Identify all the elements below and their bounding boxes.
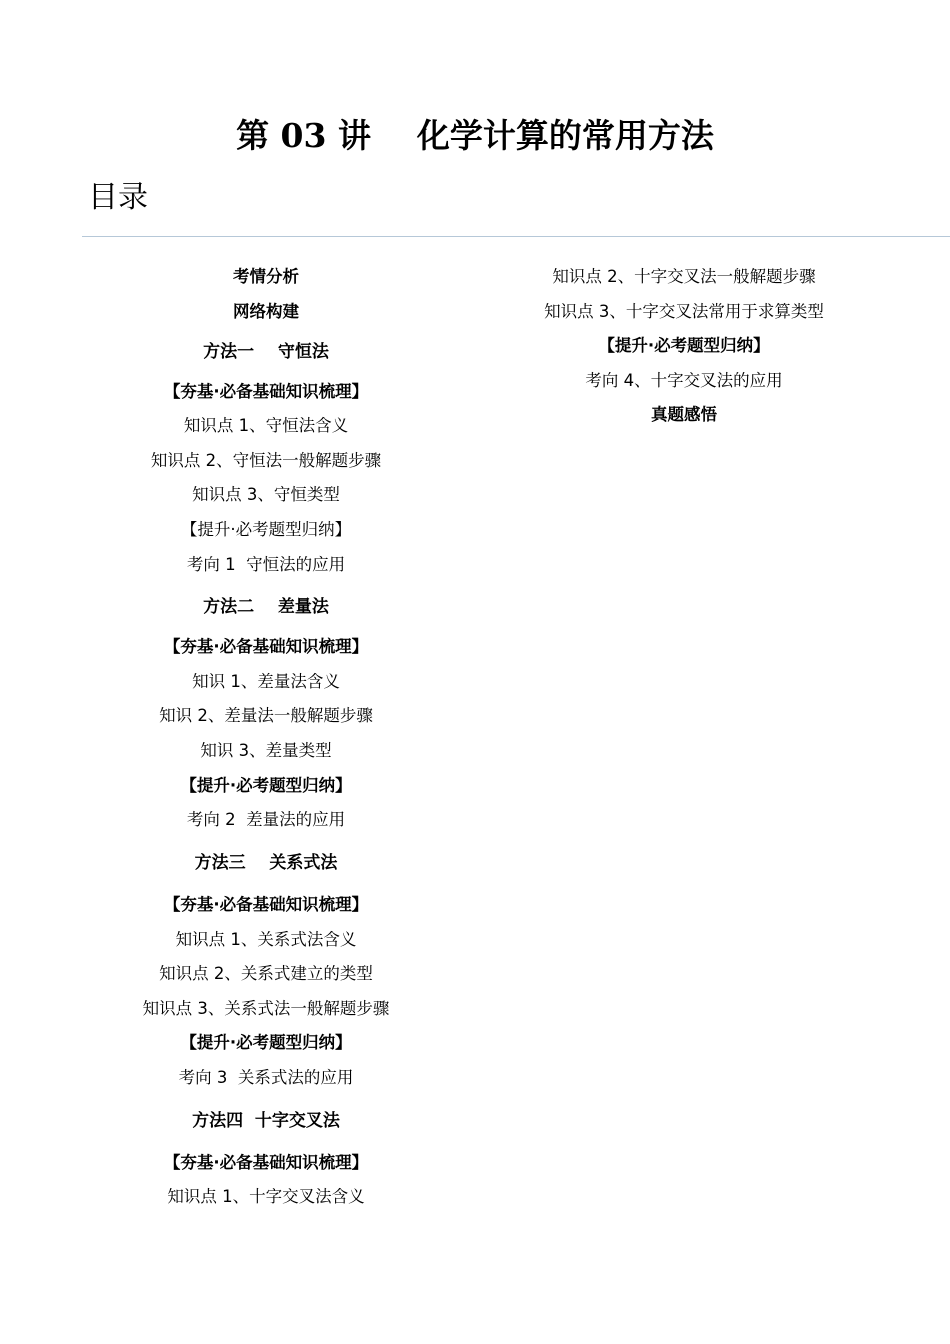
toc-entry[interactable]: 知识 3、差量类型 bbox=[200, 741, 332, 760]
toc-entry-method[interactable]: 方法一 守恒法 bbox=[203, 342, 329, 362]
toc-entry-method[interactable]: 方法三 关系式法 bbox=[194, 853, 338, 873]
toc-entry[interactable]: 考情分析 bbox=[233, 267, 299, 286]
toc-entry[interactable]: 考向 1 守恒法的应用 bbox=[186, 555, 346, 574]
toc-entry[interactable]: 知识 1、差量法含义 bbox=[192, 672, 340, 691]
toc-entry[interactable]: 考向 3 关系式法的应用 bbox=[178, 1068, 354, 1087]
toc-entry[interactable]: 知识点 3、关系式法一般解题步骤 bbox=[142, 999, 390, 1018]
toc-entry[interactable]: 知识点 1、十字交叉法含义 bbox=[167, 1187, 365, 1206]
toc-heading: 目录 bbox=[88, 180, 148, 215]
toc-entry[interactable]: 知识点 3、守恒类型 bbox=[192, 485, 340, 504]
toc-entry[interactable]: 【夯基·必备基础知识梳理】 bbox=[163, 382, 369, 401]
toc-entry[interactable]: 知识 2、差量法一般解题步骤 bbox=[159, 706, 373, 725]
toc-divider bbox=[82, 236, 950, 237]
toc-entry[interactable]: 【提升·必考题型归纳】 bbox=[598, 336, 770, 355]
toc-entry[interactable]: 【夯基·必备基础知识梳理】 bbox=[163, 637, 369, 656]
toc-entry[interactable]: 考向 4、十字交叉法的应用 bbox=[585, 371, 783, 390]
toc-entry[interactable]: 知识点 1、守恒法含义 bbox=[183, 416, 349, 435]
toc-entry[interactable]: 知识点 3、十字交叉法常用于求算类型 bbox=[544, 302, 824, 321]
toc-entry[interactable]: 【提升·必考题型归纳】 bbox=[180, 776, 352, 795]
toc-entry[interactable]: 【夯基·必备基础知识梳理】 bbox=[163, 1153, 369, 1172]
toc-entry-method[interactable]: 方法四 十字交叉法 bbox=[192, 1111, 340, 1131]
toc-entry[interactable]: 知识点 2、守恒法一般解题步骤 bbox=[150, 451, 382, 470]
toc-entry[interactable]: 真题感悟 bbox=[651, 405, 717, 424]
toc-entry[interactable]: 【提升·必考题型归纳】 bbox=[180, 520, 352, 539]
toc-entry[interactable]: 【提升·必考题型归纳】 bbox=[180, 1033, 352, 1052]
toc-entry[interactable]: 【夯基·必备基础知识梳理】 bbox=[163, 895, 369, 914]
toc-entry[interactable]: 知识点 1、关系式法含义 bbox=[175, 930, 357, 949]
toc-entry[interactable]: 知识点 2、十字交叉法一般解题步骤 bbox=[552, 267, 816, 286]
toc-entry[interactable]: 知识点 2、关系式建立的类型 bbox=[159, 964, 373, 983]
toc-entry[interactable]: 网络构建 bbox=[233, 302, 299, 321]
page-title: 第 03 讲 化学计算的常用方法 bbox=[236, 116, 714, 155]
toc-entry[interactable]: 考向 2 差量法的应用 bbox=[186, 810, 346, 829]
toc-entry-method[interactable]: 方法二 差量法 bbox=[203, 597, 329, 617]
